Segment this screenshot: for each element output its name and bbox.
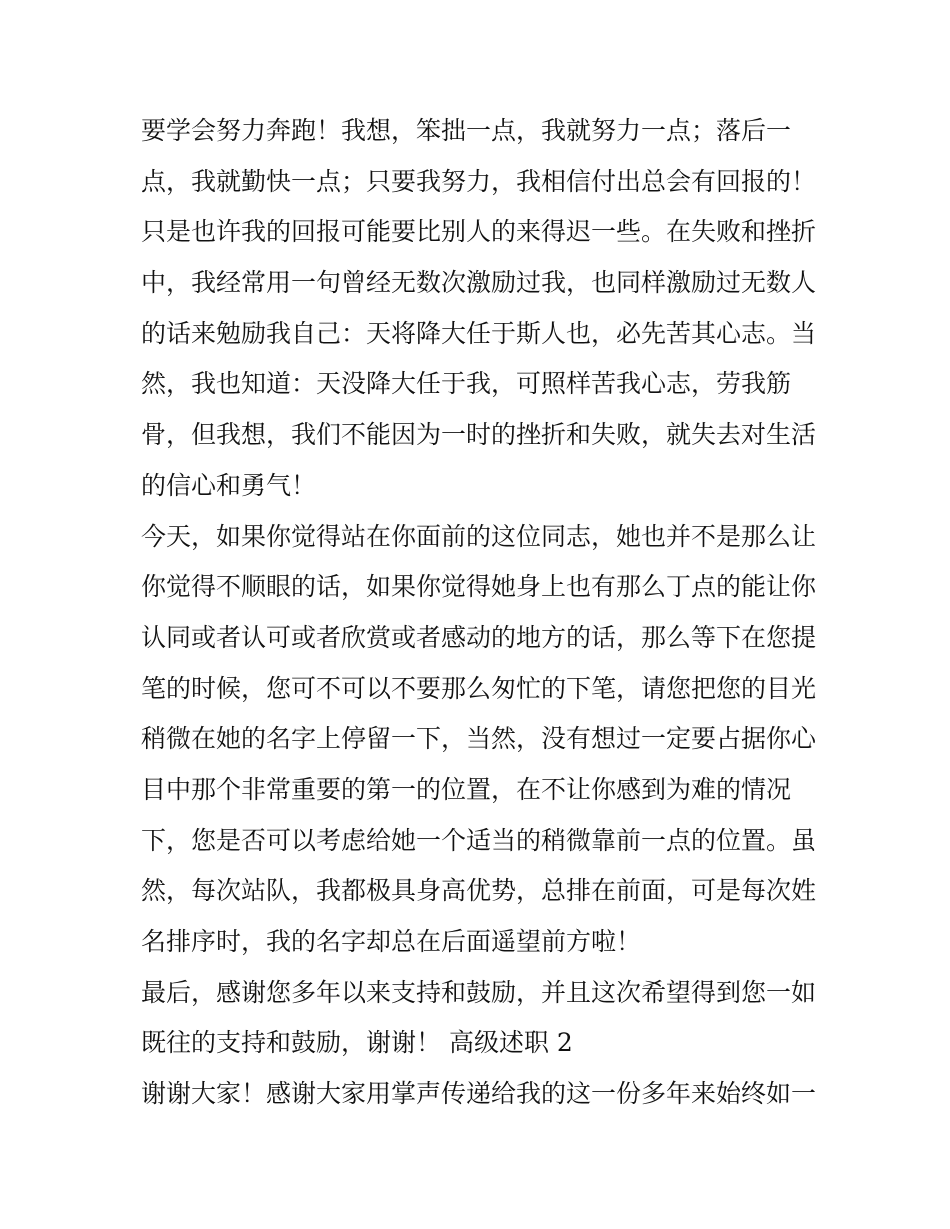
text-line: 稍微在她的名字上停留一下，当然，没有想过一定要占据你心 — [141, 724, 817, 754]
document-body — [141, 106, 821, 1120]
text-line: 然，每次站队，我都极具身高优势，总排在前面，可是每次姓 — [141, 876, 817, 906]
text-line: 最后，感谢您多年以来支持和鼓励，并且这次希望得到您一如 — [141, 977, 817, 1007]
text-line: 骨，但我想，我们不能因为一时的挫折和失败，就失去对生活 — [141, 420, 817, 450]
text-line: 只是也许我的回报可能要比别人的来得迟一些。在失败和挫折 — [141, 217, 817, 247]
text-line: 下，您是否可以考虑给她一个适当的稍微靠前一点的位置。虽 — [141, 825, 817, 855]
text-line: 既往的支持和鼓励，谢谢！ 高级述职 2 — [141, 1028, 573, 1058]
text-line: 点，我就勤快一点；只要我努力，我相信付出总会有回报的！ — [141, 166, 817, 196]
text-line: 今天，如果你觉得站在你面前的这位同志，她也并不是那么让 — [141, 521, 817, 551]
text-line: 目中那个非常重要的第一的位置，在不让你感到为难的情况 — [141, 774, 792, 804]
text-line: 你觉得不顺眼的话，如果你觉得她身上也有那么丁点的能让你 — [141, 572, 817, 602]
text-line: 要学会努力奔跑！我想，笨拙一点，我就努力一点；落后一 — [141, 116, 792, 145]
text-line: 的话来勉励我自己：天将降大任于斯人也，必先苦其心志。当 — [141, 318, 817, 348]
text-line: 中，我经常用一句曾经无数次激励过我，也同样激励过无数人 — [141, 268, 817, 298]
text-line: 的信心和勇气！ — [141, 470, 317, 500]
text-line: 认同或者认可或者欣赏或者感动的地方的话，那么等下在您提 — [141, 622, 817, 652]
text-line: 笔的时候，您可不可以不要那么匆忙的下笔，请您把您的目光 — [141, 673, 817, 703]
text-line: 谢谢大家！感谢大家用掌声传递给我的这一份多年来始终如一 — [141, 1079, 817, 1109]
text-line: 然，我也知道：天没降大任于我，可照样苦我心志，劳我筋 — [141, 369, 792, 399]
text-line: 名排序时，我的名字却总在后面遥望前方啦！ — [141, 927, 642, 956]
